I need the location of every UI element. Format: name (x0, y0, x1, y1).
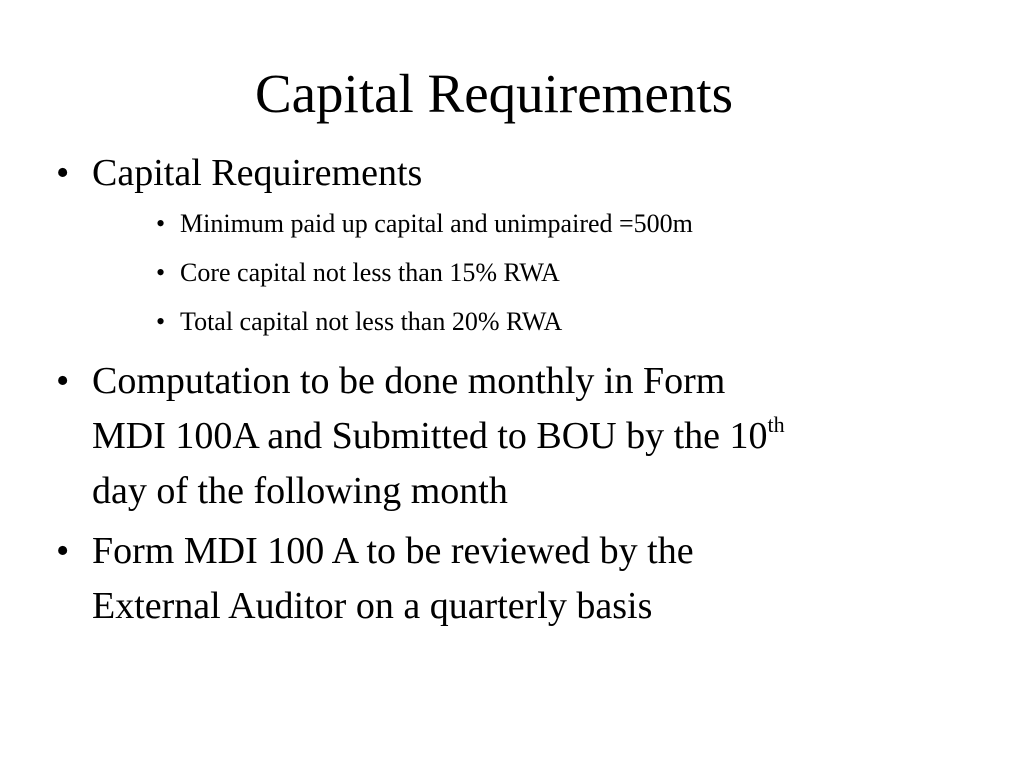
sub-bullet-core-capital (52, 248, 962, 297)
sub-bullet-text: Total capital not less than 20% RWA (180, 307, 563, 336)
bullet-text-line-1: Form MDI 100 A to be reviewed by the (92, 530, 694, 572)
bullet-external-auditor-review (52, 524, 962, 634)
bullet-dot-icon: • (56, 360, 70, 402)
sub-bullet-list (52, 199, 962, 346)
sub-bullet-total-capital (52, 297, 962, 346)
bullet-dot-icon: • (56, 152, 70, 194)
bullet-dot-icon: • (156, 307, 166, 336)
bullet-dot-icon: • (56, 530, 70, 572)
sub-bullet-minimum-capital (52, 199, 962, 248)
bullet-text-line-2: External Auditor on a quarterly basis (92, 585, 653, 627)
bullet-text-line-3: day of the following month (92, 470, 508, 512)
bullet-text-line-1: Computation to be done monthly in Form (92, 360, 726, 402)
bullet-dot-icon: • (156, 209, 166, 238)
slide-title: Capital Requirements (254, 63, 734, 124)
sub-bullet-text: Minimum paid up capital and unimpaired =500m (180, 209, 693, 238)
superscript-th: th (767, 412, 785, 437)
bullet-computation-monthly (52, 354, 962, 519)
bullet-capital-requirements (52, 146, 962, 201)
bullet-text-line-2: MDI 100A and Submitted to BOU by the 10 (92, 415, 768, 457)
sub-bullet-text: Core capital not less than 15% RWA (180, 258, 560, 287)
slide-content (52, 146, 962, 634)
bullet-text: Capital Requirements (92, 152, 423, 194)
bullet-dot-icon: • (156, 258, 166, 287)
